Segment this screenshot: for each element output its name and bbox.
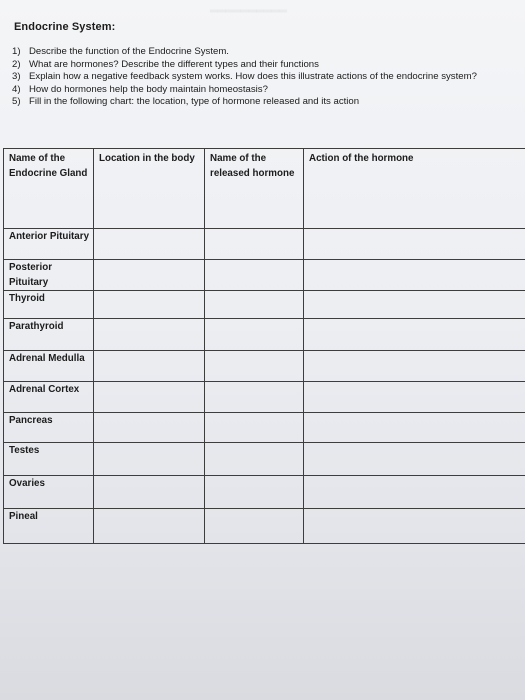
location-cell[interactable] (94, 443, 205, 476)
question-item (12, 96, 482, 109)
hormone-cell[interactable] (205, 229, 304, 260)
gland-name: Ovaries (4, 476, 94, 509)
table-row (4, 319, 525, 351)
gland-name: Posterior Pituitary (4, 260, 94, 291)
chart-header-row (4, 149, 525, 229)
hormone-cell[interactable] (205, 476, 304, 509)
question-text: Fill in the following chart: the location, type of hormone released and its action (29, 96, 360, 108)
gland-name: Thyroid (4, 291, 94, 319)
hormone-cell[interactable] (205, 260, 304, 291)
location-cell[interactable] (94, 229, 205, 260)
table-row (4, 229, 525, 260)
question-item (12, 84, 482, 97)
hormone-cell[interactable] (205, 509, 304, 544)
bleed-through-text: ▂▂▂▂▂▂▂▂▂▂ (210, 2, 287, 13)
action-cell[interactable] (304, 291, 525, 319)
table-row (4, 351, 525, 382)
question-item (12, 71, 482, 84)
question-text: What are hormones? Describe the different types and their functions (29, 58, 319, 70)
question-text: Explain how a negative feedback system works. How does this illustrate actions of the endocrine system? (29, 71, 477, 83)
question-number: 1) (12, 46, 21, 57)
gland-name: Adrenal Cortex (4, 382, 94, 413)
action-cell[interactable] (304, 509, 525, 544)
question-text: How do hormones help the body maintain homeostasis? (29, 83, 268, 95)
hormone-cell[interactable] (205, 443, 304, 476)
hormone-cell[interactable] (205, 382, 304, 413)
question-number: 2) (12, 58, 21, 70)
question-list (12, 46, 482, 109)
action-cell[interactable] (304, 413, 525, 443)
question-text: Describe the function of the Endocrine System. (29, 46, 229, 57)
location-cell[interactable] (94, 291, 205, 319)
action-cell[interactable] (304, 382, 525, 413)
action-cell[interactable] (304, 476, 525, 509)
gland-name: Parathyroid (4, 319, 94, 351)
header-action: Action of the hormone (304, 149, 525, 229)
table-row (4, 382, 525, 413)
gland-name: Adrenal Medulla (4, 351, 94, 382)
action-cell[interactable] (304, 351, 525, 382)
table-row (4, 413, 525, 443)
location-cell[interactable] (94, 476, 205, 509)
action-cell[interactable] (304, 229, 525, 260)
hormone-cell[interactable] (205, 351, 304, 382)
action-cell[interactable] (304, 319, 525, 351)
location-cell[interactable] (94, 319, 205, 351)
action-cell[interactable] (304, 260, 525, 291)
location-cell[interactable] (94, 382, 205, 413)
table-row (4, 476, 525, 509)
question-number: 3) (12, 71, 21, 83)
hormone-cell[interactable] (205, 291, 304, 319)
table-row (4, 509, 525, 544)
location-cell[interactable] (94, 413, 205, 443)
question-item (12, 59, 482, 72)
question-item (12, 46, 482, 59)
endocrine-chart-table (3, 148, 525, 544)
table-row (4, 443, 525, 476)
question-number: 4) (12, 83, 21, 95)
location-cell[interactable] (94, 509, 205, 544)
gland-name: Anterior Pituitary (4, 229, 94, 260)
header-location: Location in the body (94, 149, 205, 229)
action-cell[interactable] (304, 443, 525, 476)
table-row (4, 260, 525, 291)
hormone-cell[interactable] (205, 319, 304, 351)
location-cell[interactable] (94, 351, 205, 382)
question-number: 5) (12, 96, 21, 108)
hormone-cell[interactable] (205, 413, 304, 443)
page-title: Endocrine System: (14, 21, 116, 33)
location-cell[interactable] (94, 260, 205, 291)
gland-name: Pancreas (4, 413, 94, 443)
header-gland: Name of the Endocrine Gland (4, 149, 94, 229)
header-hormone: Name of the released hormone (205, 149, 304, 229)
gland-name: Testes (4, 443, 94, 476)
gland-name: Pineal (4, 509, 94, 544)
table-row (4, 291, 525, 319)
